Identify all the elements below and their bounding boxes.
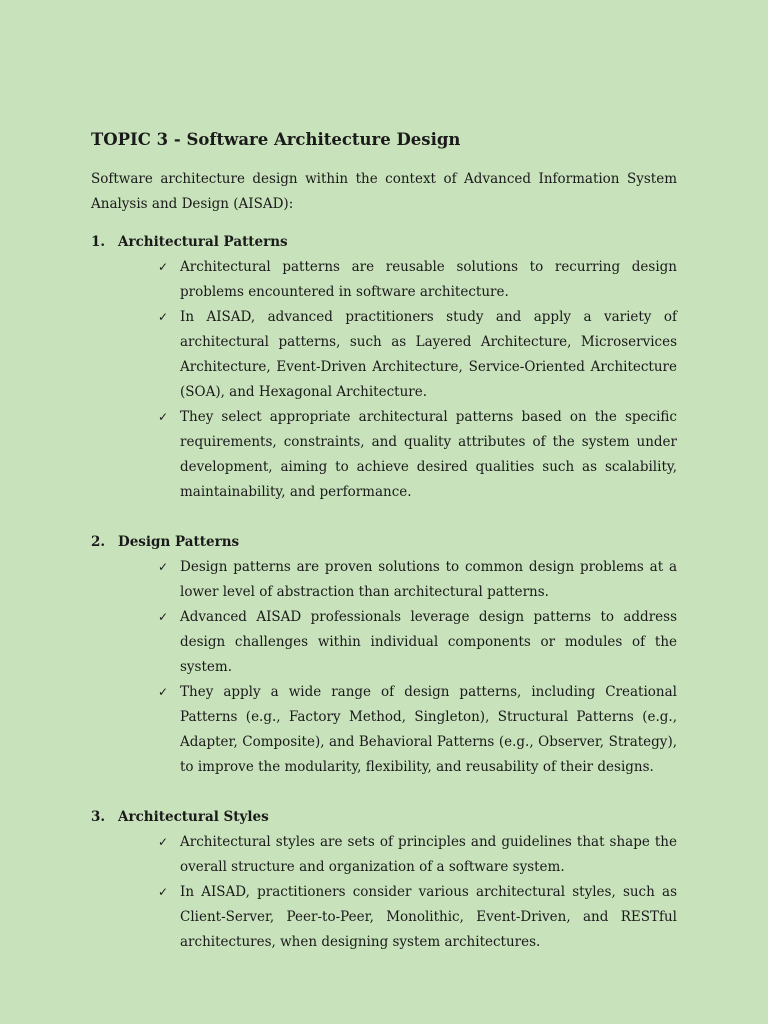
bullet-text: They apply a wide range of design patterns, including Creational Patterns (e.g., Factory Method, Singleton), Structural Patterns (e.g., Adapter, Composite), and Behavioral Patterns (e.g., Observer, Strategy), to improve the modularity, flexibility, and reusability of their designs. [180,684,677,775]
check-icon: ✓ [158,610,169,624]
check-icon: ✓ [158,310,169,324]
section-title: Architectural Styles [118,809,269,825]
intro-paragraph: Software architecture design within the context of Advanced Information System Analysis and Design (AISAD): [91,171,677,212]
document-page [91,127,677,980]
bullet-text: In AISAD, practitioners consider various architectural styles, such as Client-Server, Peer-to-Peer, Monolithic, Event-Driven, and RESTful architectures, when designing system architectures. [180,884,677,950]
bullet-text: Design patterns are proven solutions to common design problems at a lower level of abstraction than architectural patterns. [180,559,677,600]
section-title: Design Patterns [118,534,240,550]
section-number: 3. [91,809,106,825]
list-item [158,555,677,605]
section-heading [91,805,677,830]
sections [91,230,677,955]
page-title: TOPIC 3 - Software Architecture Design [91,130,461,149]
bullet-text: Architectural styles are sets of principles and guidelines that shape the overall structure and organization of a software system. [180,834,677,875]
bullet-list [91,555,677,780]
bullet-list [91,830,677,955]
list-item [158,405,677,505]
bullet-text: In AISAD, advanced practitioners study and apply a variety of architectural patterns, such as Layered Architecture, Microservices Architecture, Event-Driven Architecture, Service-Oriented Architecture (SOA), and Hexagonal Architecture. [180,309,677,400]
section-heading [91,530,677,555]
check-icon: ✓ [158,560,169,574]
check-icon: ✓ [158,885,169,899]
list-item [158,305,677,405]
bullet-text: They select appropriate architectural patterns based on the specific requirements, constraints, and quality attributes of the system under development, aiming to achieve desired qualities such as scalability, maintainability, and performance. [180,409,677,500]
bullet-text: Advanced AISAD professionals leverage design patterns to address design challenges within individual components or modules of the system. [180,609,677,675]
section-heading [91,230,677,255]
section-title: Architectural Patterns [118,234,288,250]
bullet-list [91,255,677,505]
list-item [158,605,677,680]
list-item [158,880,677,955]
check-icon: ✓ [158,260,169,274]
section [91,530,677,780]
check-icon: ✓ [158,410,169,424]
list-item [158,680,677,780]
section [91,230,677,505]
list-item [158,830,677,880]
section-number: 1. [91,234,106,250]
section-number: 2. [91,534,106,550]
check-icon: ✓ [158,835,169,849]
section [91,805,677,955]
bullet-text: Architectural patterns are reusable solutions to recurring design problems encountered in software architecture. [180,259,677,300]
check-icon: ✓ [158,685,169,699]
list-item [158,255,677,305]
